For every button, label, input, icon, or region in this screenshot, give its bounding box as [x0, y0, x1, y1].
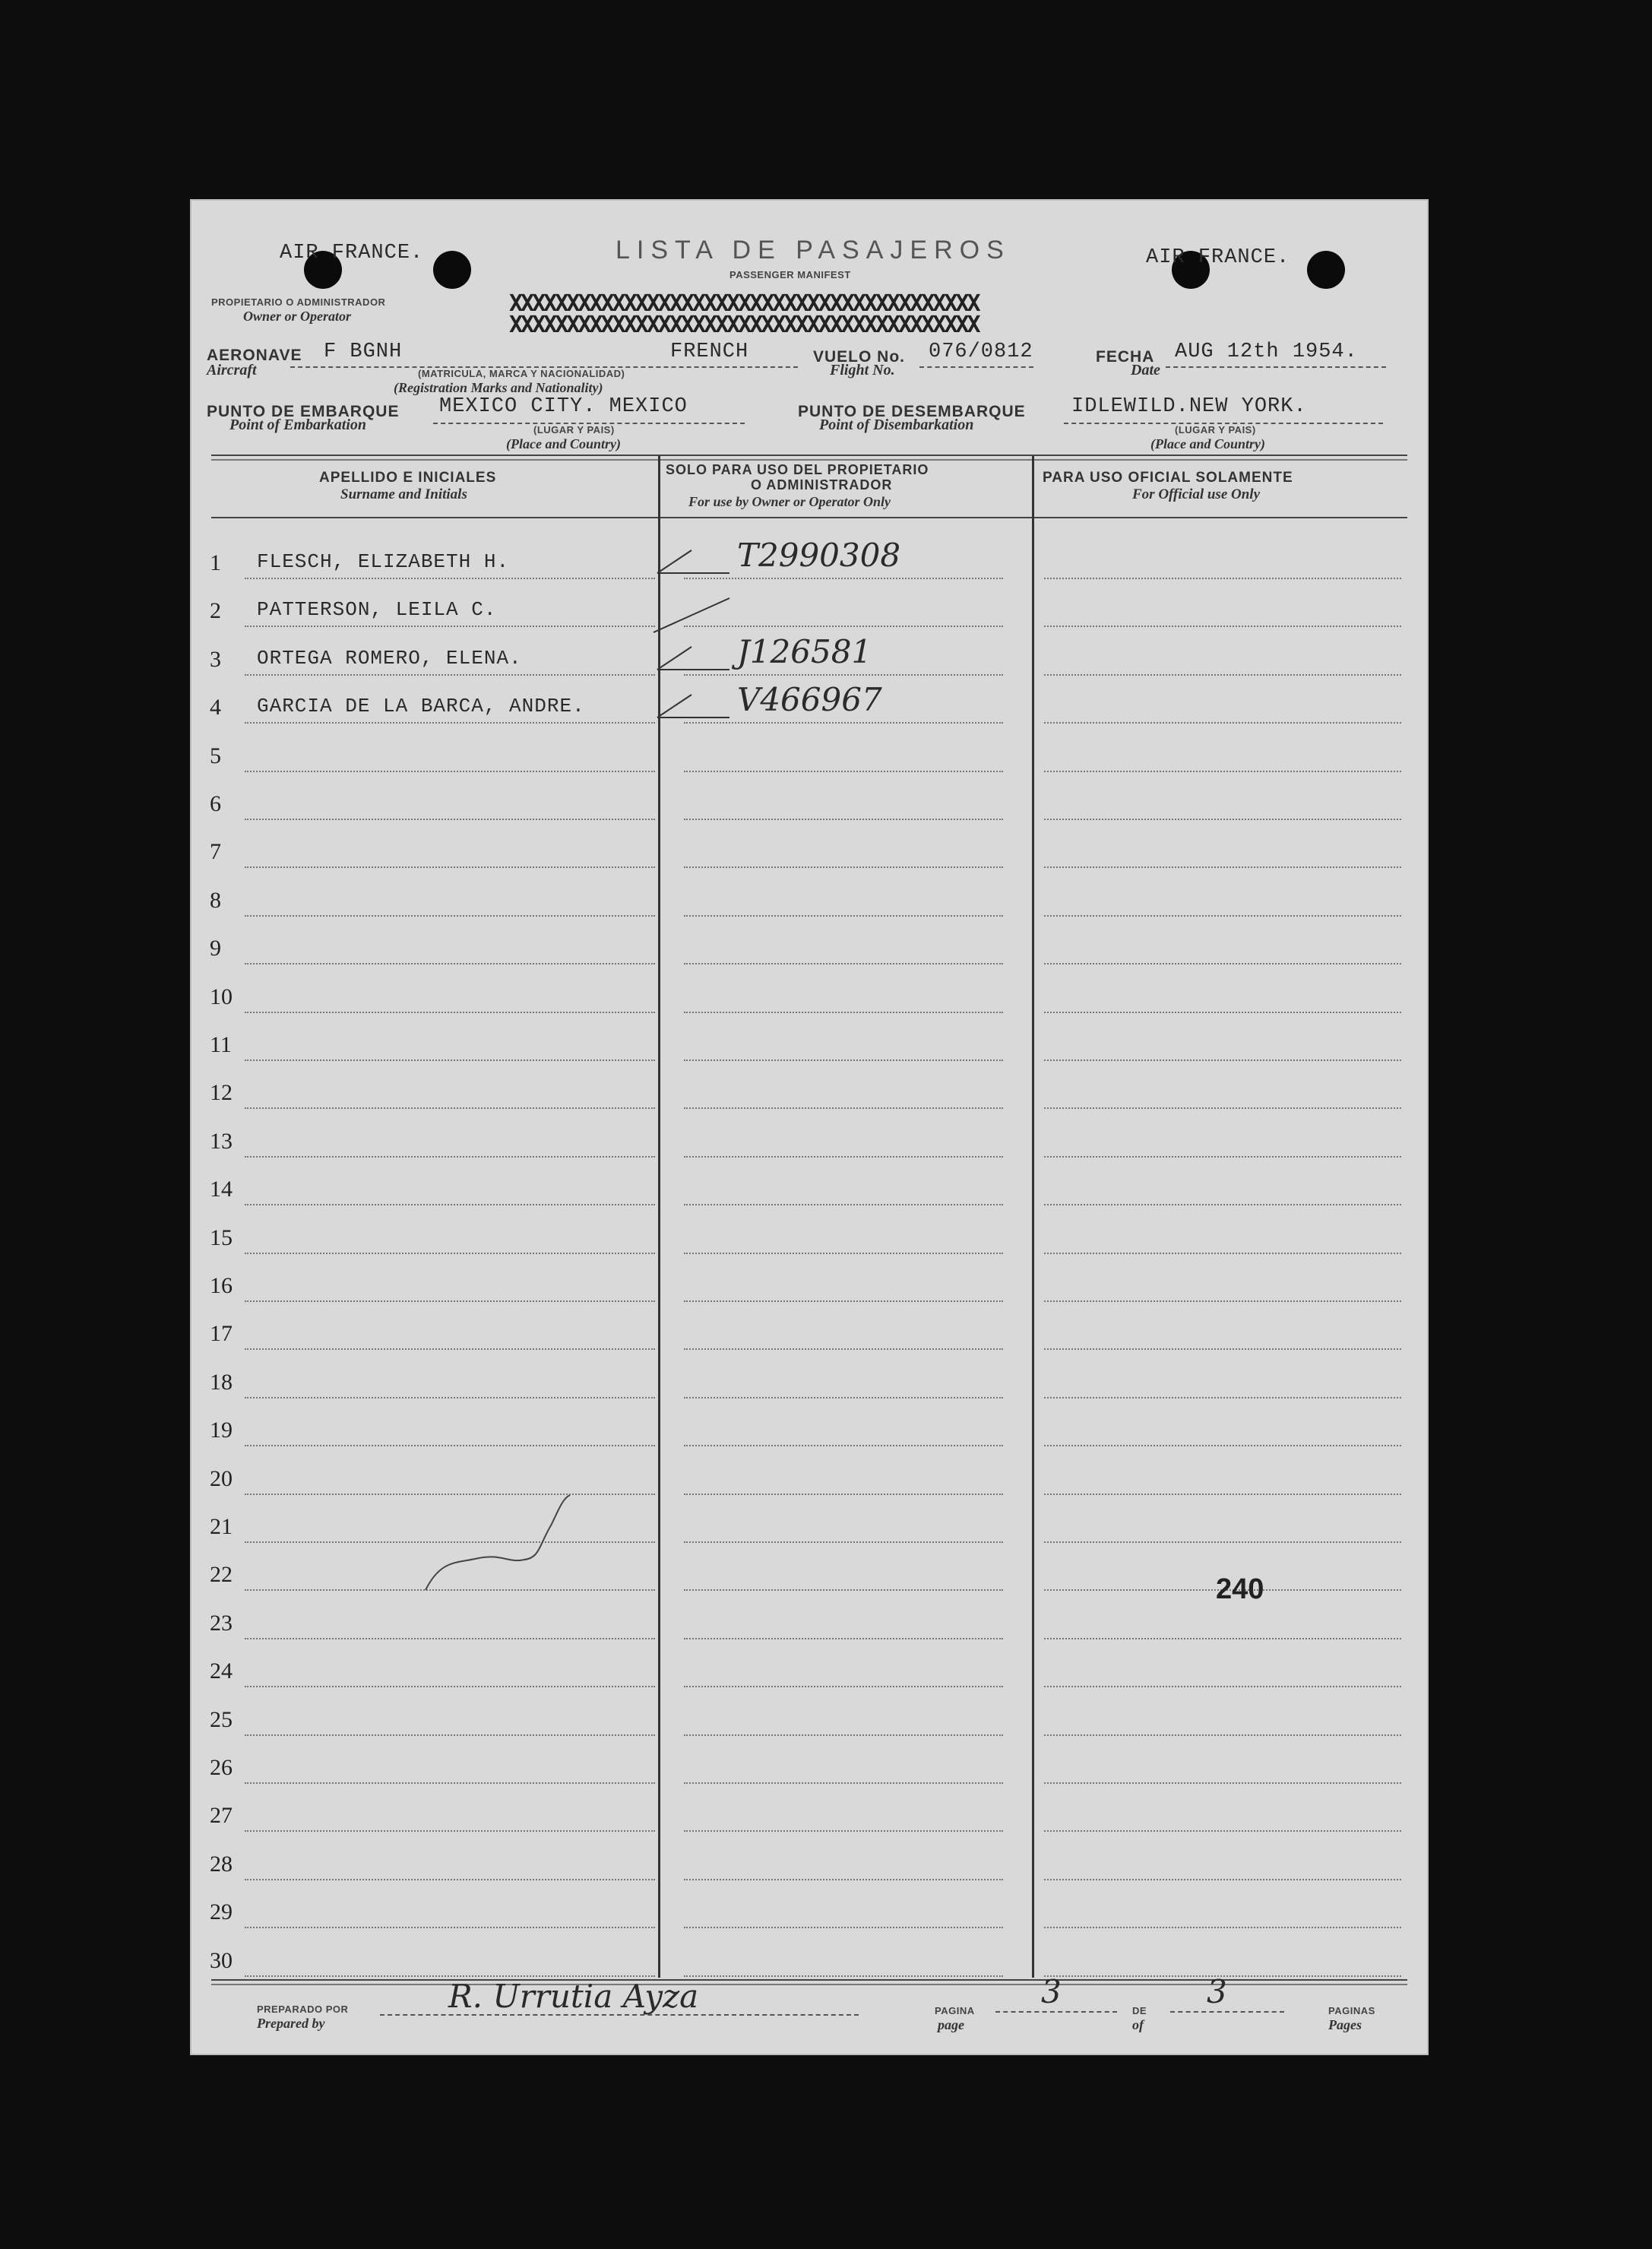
row-number: 16	[210, 1273, 233, 1298]
row-number: 3	[210, 647, 221, 672]
row-rule	[684, 1253, 1003, 1254]
col-owner-header-en: For use by Owner or Operator Only	[688, 494, 891, 509]
owner-value-strike: XXXXXXXXXXXXXXXXXXXXXXXXXXXXXXXXXXXXXXXXX	[509, 312, 979, 338]
row-rule	[1044, 1927, 1401, 1928]
row-rule	[1044, 1060, 1401, 1061]
row-number: 6	[210, 791, 221, 816]
row-rule	[245, 915, 655, 917]
airline-right: AIR FRANCE.	[1146, 246, 1290, 269]
row-rule	[245, 578, 655, 579]
row-rule	[1044, 1204, 1401, 1205]
passenger-name: GARCIA DE LA BARCA, ANDRE.	[257, 695, 585, 717]
row-rule	[1044, 771, 1401, 772]
row-rule	[1044, 866, 1401, 868]
table-top-rule	[211, 455, 1407, 456]
row-rule	[245, 1156, 655, 1158]
row-rule	[245, 722, 655, 724]
row-rule	[245, 1445, 655, 1446]
row-number: 14	[210, 1177, 233, 1202]
row-rule	[1044, 915, 1401, 917]
row-number: 20	[210, 1466, 233, 1491]
row-rule	[245, 1734, 655, 1736]
owner-label-es: PROPIETARIO O ADMINISTRADOR	[211, 296, 386, 308]
row-rule	[245, 819, 655, 820]
row-rule	[1044, 1638, 1401, 1639]
row-rule	[245, 1879, 655, 1880]
owner-entry: T2990308	[737, 537, 901, 574]
date-label-es: FECHA	[1096, 348, 1155, 366]
row-rule	[684, 1541, 1003, 1543]
row-rule	[1044, 1012, 1401, 1013]
row-rule	[245, 1012, 655, 1013]
embark-label-es: PUNTO DE EMBARQUE	[207, 403, 400, 420]
passenger-name: PATTERSON, LEILA C.	[257, 598, 497, 621]
signature-underline	[380, 2014, 859, 2016]
row-rule	[245, 674, 655, 676]
col-owner-header-2: O ADMINISTRADOR	[751, 477, 893, 493]
col-owner-header: SOLO PARA USO DEL PROPIETARIO	[666, 462, 929, 477]
row-rule	[684, 1348, 1003, 1350]
manifest-subtitle: PASSENGER MANIFEST	[729, 269, 851, 280]
row-rule	[245, 1253, 655, 1254]
embark-sub-es: (LUGAR Y PAIS)	[533, 424, 615, 436]
row-rule	[245, 1204, 655, 1205]
row-rule	[684, 1734, 1003, 1736]
row-rule	[245, 1638, 655, 1639]
row-rule	[245, 1782, 655, 1784]
row-number: 28	[210, 1851, 233, 1877]
pages-label-es: PAGINAS	[1328, 2005, 1375, 2016]
row-number: 10	[210, 984, 233, 1009]
date-value: AUG 12th 1954.	[1175, 341, 1358, 363]
row-rule	[245, 771, 655, 772]
row-rule	[1044, 674, 1401, 676]
disembark-value: IDLEWILD.NEW YORK.	[1071, 395, 1307, 418]
owner-value: XXXXXXXXXXXXXXXXXXXXXXXXXXXXXXXXXXXXXXXXX	[509, 290, 979, 317]
row-rule	[684, 1782, 1003, 1784]
row-rule	[1044, 1397, 1401, 1398]
page-label-en: page	[938, 2017, 964, 2032]
table-top-rule-2	[211, 459, 1407, 461]
pages-underline	[1170, 2011, 1284, 2013]
row-rule	[245, 1927, 655, 1928]
embark-value: MEXICO CITY. MEXICO	[439, 395, 688, 418]
punch-hole-4	[1307, 251, 1345, 289]
row-rule	[684, 1686, 1003, 1687]
row-rule	[684, 1060, 1003, 1061]
row-number: 21	[210, 1514, 233, 1539]
airline-left: AIR FRANCE.	[280, 242, 424, 264]
row-rule	[684, 1445, 1003, 1446]
owner-label-en: Owner or Operator	[243, 309, 352, 324]
row-rule	[1044, 1348, 1401, 1350]
row-rule	[684, 1589, 1003, 1591]
row-rule	[245, 1348, 655, 1350]
footer-rule-2	[211, 1984, 1407, 1985]
table-header-rule	[211, 517, 1407, 518]
row-number: 18	[210, 1370, 233, 1395]
check-mark	[646, 639, 737, 685]
col-official-header: PARA USO OFICIAL SOLAMENTE	[1043, 470, 1293, 486]
check-mark	[646, 591, 737, 636]
row-rule	[684, 1879, 1003, 1880]
row-rule	[245, 1300, 655, 1302]
owner-entry: J126581	[737, 633, 872, 670]
aircraft-value: F BGNH	[324, 341, 403, 363]
row-rule	[1044, 1734, 1401, 1736]
row-number: 25	[210, 1707, 233, 1732]
disembark-label-en: Point of Disembarkation	[819, 417, 974, 433]
row-rule	[245, 1686, 655, 1687]
row-rule	[684, 1494, 1003, 1495]
aircraft-sub-es: (MATRICULA, MARCA Y NACIONALIDAD)	[418, 368, 625, 379]
passenger-name: FLESCH, ELIZABETH H.	[257, 550, 510, 573]
row-rule	[684, 866, 1003, 868]
disembark-sub-en: (Place and Country)	[1150, 436, 1265, 451]
embark-label-en: Point of Embarkation	[229, 417, 367, 433]
row-number: 22	[210, 1562, 233, 1587]
flight-label-en: Flight No.	[830, 362, 895, 379]
row-rule	[684, 1156, 1003, 1158]
row-rule	[1044, 1253, 1401, 1254]
row-rule	[1044, 1300, 1401, 1302]
row-rule	[1044, 1686, 1401, 1687]
row-rule	[245, 1397, 655, 1398]
row-number: 15	[210, 1225, 233, 1250]
row-rule	[684, 915, 1003, 917]
passenger-name: ORTEGA ROMERO, ELENA.	[257, 647, 522, 670]
row-number: 1	[210, 550, 221, 575]
prepared-label-en: Prepared by	[257, 2016, 325, 2031]
signature: R. Urrutia Ayza	[448, 1978, 699, 2015]
row-number: 13	[210, 1129, 233, 1154]
row-number: 24	[210, 1658, 233, 1684]
of-label-es: DE	[1132, 2005, 1147, 2016]
pages-value: 3	[1207, 1973, 1227, 2010]
embark-sub-en: (Place and Country)	[506, 436, 621, 451]
date-label-en: Date	[1131, 362, 1160, 379]
check-mark	[646, 687, 737, 733]
row-number: 27	[210, 1803, 233, 1828]
row-number: 17	[210, 1321, 233, 1346]
row-number: 11	[210, 1032, 232, 1057]
row-rule	[1044, 626, 1401, 627]
row-rule	[1044, 819, 1401, 820]
punch-hole-2	[433, 251, 471, 289]
row-number: 4	[210, 695, 221, 720]
col-name-header-en: Surname and Initials	[340, 486, 467, 502]
row-number: 2	[210, 598, 221, 623]
row-number: 26	[210, 1755, 233, 1780]
row-rule	[1044, 1879, 1401, 1880]
row-rule	[1044, 1830, 1401, 1832]
date-underline	[1166, 366, 1386, 368]
row-rule	[684, 963, 1003, 965]
col-official-header-en: For Official use Only	[1132, 486, 1261, 502]
check-mark	[646, 543, 737, 588]
row-rule	[684, 1638, 1003, 1639]
row-number: 7	[210, 839, 221, 864]
row-rule	[245, 1975, 655, 1977]
flight-value: 076/0812	[929, 341, 1033, 363]
owner-entry: V466967	[737, 681, 882, 718]
pen-mark-scribble	[418, 1491, 616, 1613]
page-label-es: PAGINA	[935, 2005, 975, 2016]
row-rule	[1044, 1445, 1401, 1446]
row-rule	[684, 1927, 1003, 1928]
row-rule	[1044, 578, 1401, 579]
disembark-label-es: PUNTO DE DESEMBARQUE	[798, 403, 1026, 420]
aircraft-label-en: Aircraft	[207, 362, 257, 379]
row-rule	[684, 1397, 1003, 1398]
row-rule	[684, 1107, 1003, 1109]
row-rule	[684, 1204, 1003, 1205]
page-underline	[995, 2011, 1117, 2013]
row-number: 9	[210, 936, 221, 961]
flight-label-es: VUELO No.	[813, 348, 906, 366]
prepared-label-es: PREPARADO POR	[257, 2004, 349, 2015]
row-rule	[1044, 1541, 1401, 1543]
row-rule	[1044, 1494, 1401, 1495]
row-rule	[1044, 1156, 1401, 1158]
row-rule	[684, 1300, 1003, 1302]
row-number: 30	[210, 1948, 233, 1973]
row-rule	[684, 1012, 1003, 1013]
row-rule	[684, 771, 1003, 772]
row-number: 19	[210, 1418, 233, 1443]
footer-rule	[211, 1979, 1407, 1981]
row-rule	[1044, 722, 1401, 724]
pages-label-en: Pages	[1328, 2017, 1362, 2032]
manifest-title: LISTA DE PASAJEROS	[616, 236, 1011, 264]
row-rule	[1044, 1782, 1401, 1784]
row-rule	[245, 866, 655, 868]
col-name-header: APELLIDO E INICIALES	[319, 470, 497, 486]
row-rule	[684, 1975, 1003, 1977]
official-note: 240	[1216, 1573, 1264, 1605]
row-rule	[684, 819, 1003, 820]
page-value: 3	[1041, 1973, 1062, 2010]
row-rule	[245, 1060, 655, 1061]
nationality-value: FRENCH	[670, 341, 749, 363]
row-rule	[245, 626, 655, 627]
row-rule	[684, 1830, 1003, 1832]
disembark-sub-es: (LUGAR Y PAIS)	[1175, 424, 1256, 436]
row-rule	[245, 1830, 655, 1832]
row-number: 8	[210, 888, 221, 913]
aircraft-label-es: AERONAVE	[207, 347, 302, 364]
row-rule	[245, 1107, 655, 1109]
flight-underline	[919, 366, 1033, 368]
row-number: 12	[210, 1080, 233, 1105]
aircraft-sub-en: (Registration Marks and Nationality)	[394, 380, 603, 395]
manifest-sheet	[190, 199, 1429, 2055]
row-number: 23	[210, 1611, 233, 1636]
row-rule	[1044, 1107, 1401, 1109]
row-rule	[245, 963, 655, 965]
row-rule	[1044, 963, 1401, 965]
of-label-en: of	[1132, 2017, 1144, 2032]
column-divider-2	[1032, 456, 1034, 1978]
row-number: 5	[210, 743, 221, 768]
row-number: 29	[210, 1899, 233, 1924]
